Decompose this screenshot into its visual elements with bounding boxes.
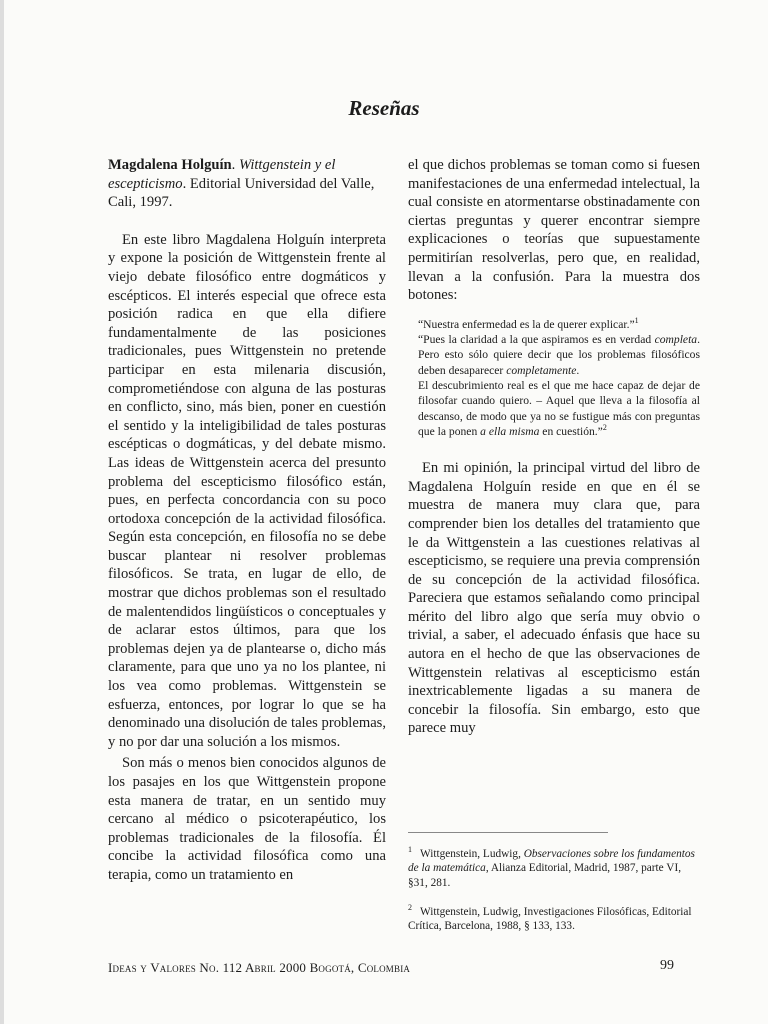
footnote-1: $^1$ Wittgenstein, Ludwig, Observaciones sobre los fundamentos de la matemática, Alianza Editorial, Madrid, 1987, parte VI, §31, 281. — [408, 845, 695, 889]
quote-line-3: El descubrimiento real es el que me hace capaz de dejar de filosofar cuando quiero. – Aquel que lleva a la filosofía al descanso, de modo que ya no se fustigue más con preguntas que la ponen a ella misma en cuestión.”$^2$ — [418, 378, 700, 438]
quote-line-1: “Nuestra enfermedad es la de querer explicar.”$^1$ — [418, 315, 639, 331]
right-paragraph-1: el que dichos problemas se toman como si fuesen manifestaciones de una enfermedad intelectual, la cual consiste en atormentarse obstinadamente con ciertas preguntas y querer encontrar siempre explicaciones o teorías que supuestamente permitirían resolverlas, pero que, en realidad, llevan a la confusión. Para la muestra dos botones: — [408, 157, 700, 304]
book-citation: Magdalena Holguín. Wittgenstein y el escepticismo. Editorial Universidad del Valle, Cali, 1997. — [108, 157, 375, 211]
footnote-divider — [408, 832, 608, 833]
left-column — [108, 156, 386, 885]
journal-footer: Ideas y Valores No. 112 Abril 2000 Bogotá, Colombia — [108, 960, 411, 975]
footnote-2: $^2$ Wittgenstein, Ludwig, Investigaciones Filosóficas, Editorial Crítica, Barcelona, 1988, § 133, 133. — [408, 902, 692, 932]
right-paragraph-2: En mi opinión, la principal virtud del libro de Magdalena Holguín reside en que en él se muestra de manera muy clara que, para comprender bien los detalles del tratamiento que le da Wittgenstein a las cuestiones relativas al escepticismo, se requiere una previa comprensión de su concepción de la actividad filosófica. Pareciera que estamos señalando como principal mérito del libro algo que sería muy obvio o trivial, a saber, el adecuado énfasis que hace su autora en el hecho de que las observaciones de Wittgenstein relativas al escepticismo están inextricablemente ligadas a su manera de concebir la filosofía. Sin embargo, esto que parece muy — [408, 460, 700, 737]
page-number: 99 — [660, 958, 674, 973]
block-quote — [418, 317, 700, 439]
citation-title: Wittgenstein y el escepticismo — [108, 157, 336, 192]
scan-edge — [0, 0, 4, 1024]
section-header: Reseñas — [348, 96, 420, 120]
citation-author: Magdalena Holguín — [108, 157, 232, 173]
footnote-ref-1: 1 — [634, 315, 639, 325]
right-column — [408, 156, 700, 738]
left-paragraph-2: Son más o menos bien conocidos algunos de los pasajes en los que Wittgenstein propone esta manera de tratar, en un sentido muy cercano al médico o psicoterapéutico, los problemas tradicionales de la filosofía. Él concibe la actividad filosófica como una terapia, como un tratamiento en — [108, 755, 386, 883]
quote-line-2: “Pues la claridad a la que aspiramos es en verdad completa. Pero esto sólo quiere decir que los problemas filosóficos deben desaparecer completamente. — [418, 333, 700, 377]
left-paragraph-1: En este libro Magdalena Holguín interpreta y expone la posición de Wittgenstein frente al viejo debate filosófico entre dogmáticos y escépticos. El interés especial que ofrece esta posición radica en que ella difiere fundamentalmente de las posiciones tradicionales, pues Wittgenstein no pretende participar en esta milenaria discusión, comprometiéndose con alguna de las posturas en conflicto, sino, más bien, poner en cuestión el sentido y la inteligibilidad de tales posturas escépticas o dogmáticas, y del debate mismo. Las ideas de Wittgenstein acerca del presunto problema del escepticismo filosófico están, pues, en perfecta concordancia con su poco ortodoxa concepción de la actividad filosófica. Según esta concepción, en filosofía no se debe buscar plantear ni resolver problemas filosóficos. Se trata, en lugar de ello, de mostrar que dichos problemas son el resultado de malentendidos lingüísticos o conceptuales y de aclarar estos últimos, para que los problemas dejen ya de plantearse o, dicho más claramente, para que uno ya no los plantee, ni los vea como problemas. Wittgenstein se esfuerza, entonces, por lograr lo que se ha denominado una disolución de tales problemas, y no por dar una solución a los mismos. — [108, 231, 386, 750]
footnotes — [408, 843, 700, 944]
citation-publisher: Editorial Universidad del Valle, Cali, 1997. — [108, 175, 375, 211]
footnote-ref-2: 2 — [602, 422, 607, 432]
